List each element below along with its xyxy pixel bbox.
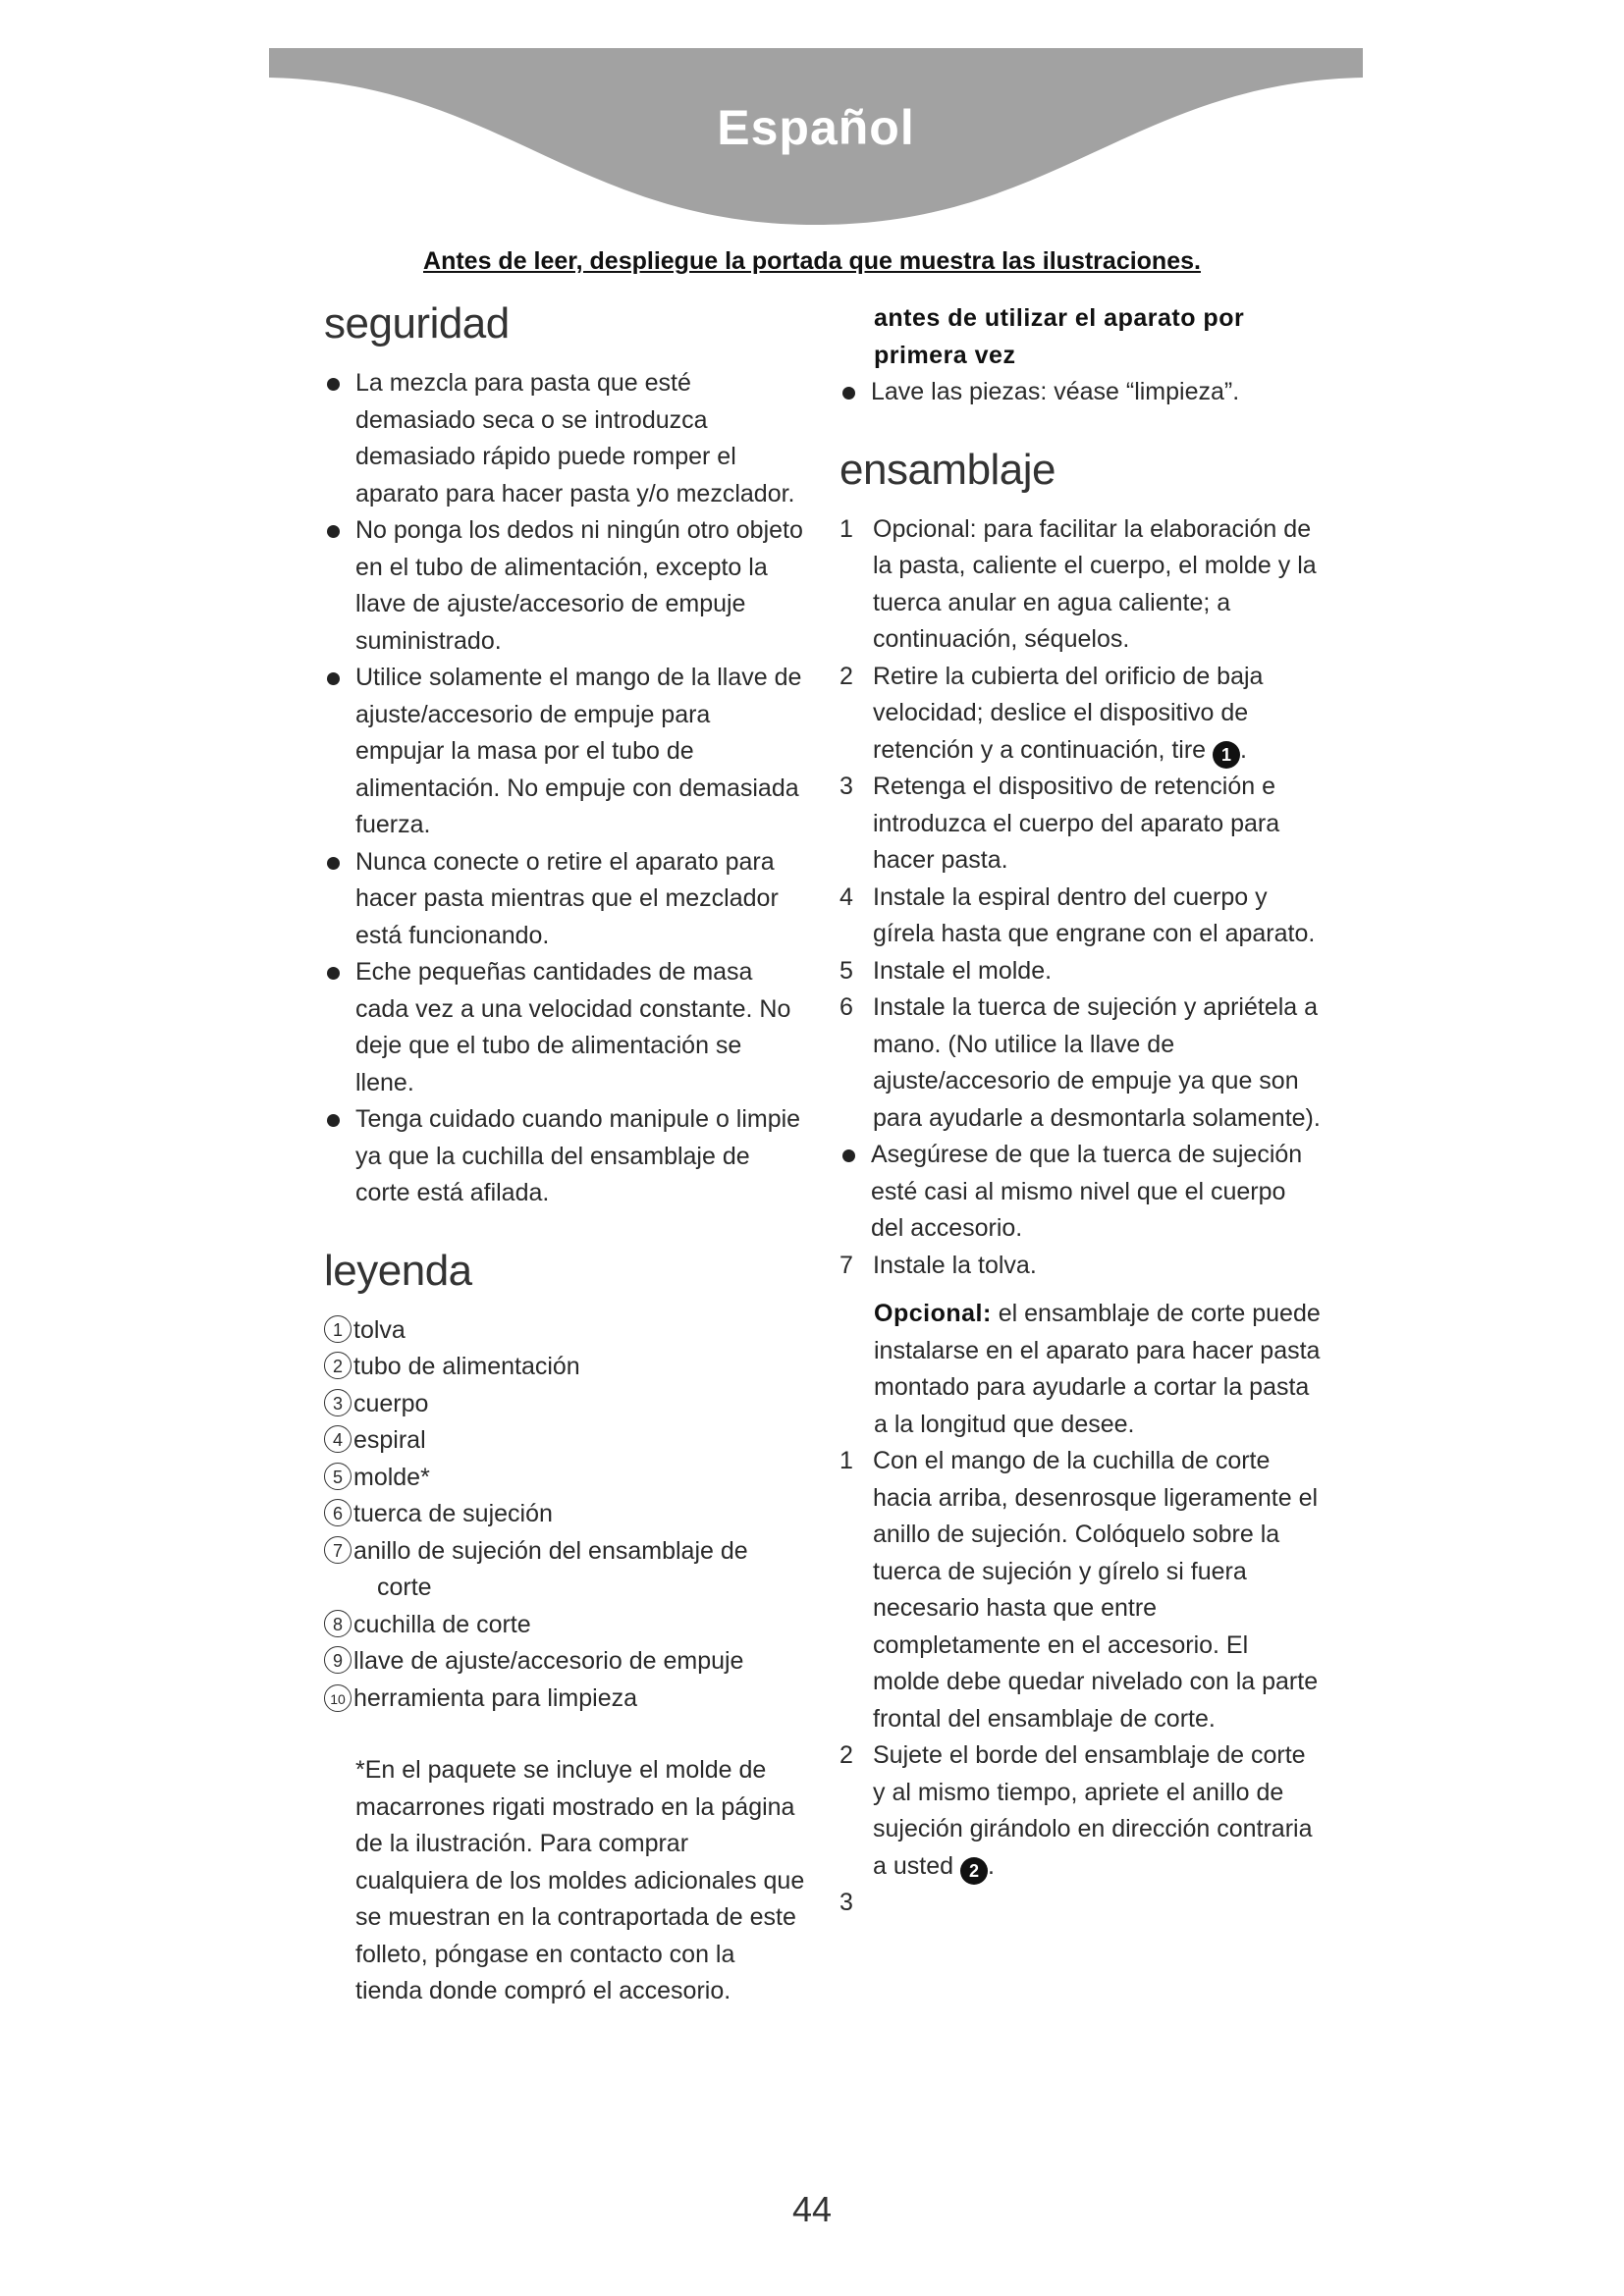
language-banner — [269, 48, 1363, 231]
legend-item — [324, 1422, 805, 1460]
circled-number: 7 — [324, 1536, 352, 1564]
legend-text: tubo de alimentación — [353, 1353, 580, 1380]
step-text: Sujete el borde del ensamblaje de corte y al mismo tiempo, apriete el anillo de sujeción girándolo en dirección contraria a usted — [873, 1741, 1313, 1880]
legend-item — [324, 1533, 805, 1607]
safety-item: Nunca conecte o retire el aparato para hacer pasta mientras que el mezclador está funcionando. — [324, 844, 805, 955]
page-title: Español — [717, 100, 915, 155]
legend-item — [324, 1312, 805, 1350]
optional-step — [839, 1443, 1321, 1737]
figure-ref-badge: 2 — [960, 1857, 988, 1885]
assembly-step — [839, 953, 1321, 990]
circled-number: 1 — [324, 1315, 352, 1343]
step-number: 4 — [839, 882, 853, 911]
step-text-end: . — [987, 1851, 995, 1880]
step-text: Instale la tuerca de sujeción y apriétela a mano. (No utilice la llave de ajuste/accesorio de empuje ya que son para ayudarle a desmontarla solamente). — [873, 993, 1321, 1132]
step-text: Con el mango de la cuchilla de corte hacia arriba, desenrosque ligeramente el anillo de sujeción. Colóquelo sobre la tuerca de sujeción y gírelo si fuera necesario hasta que entre completamente en el accesorio. El molde debe quedar nivelado con la parte frontal del ensamblaje de corte. — [873, 1447, 1319, 1733]
assembly-step — [839, 769, 1321, 880]
step-text: Instale el molde. — [873, 956, 1053, 985]
antes-list — [839, 374, 1321, 411]
legend-text: anillo de sujeción del ensamblaje de corte — [353, 1536, 748, 1601]
optional-paragraph — [839, 1296, 1321, 1443]
legend-text: cuerpo — [353, 1389, 429, 1417]
left-column — [324, 294, 805, 2010]
legend-item — [324, 1681, 805, 1718]
legend-list — [324, 1312, 805, 1718]
step-text: Instale la tolva. — [873, 1251, 1037, 1279]
antes-heading: antes de utilizar el aparato por primera vez — [874, 304, 1245, 369]
circled-number: 5 — [324, 1463, 352, 1490]
assembly-bullet-list — [839, 1137, 1321, 1248]
legend-item — [324, 1496, 805, 1533]
safety-item: La mezcla para pasta que esté demasiado seca o se introduzca demasiado rápido puede romper el aparato para hacer pasta y/o mezclador. — [324, 365, 805, 512]
circled-number: 6 — [324, 1499, 352, 1526]
legend-text: cuchilla de corte — [353, 1610, 531, 1638]
optional-text: el ensamblaje de corte puede instalarse en el aparato para hacer pasta montado para ayudarle a cortar la pasta a la longitud que desee. — [874, 1300, 1321, 1438]
step-number: 3 — [839, 1889, 853, 1916]
step-number: 1 — [839, 514, 853, 543]
optional-steps — [839, 1443, 1321, 1922]
legend-item — [324, 1349, 805, 1386]
assembly-step — [839, 511, 1321, 659]
safety-item: Eche pequeñas cantidades de masa cada vez a una velocidad constante. No deje que el tubo de alimentación se llene. — [324, 954, 805, 1101]
legend-item — [324, 1607, 805, 1644]
legend-text: llave de ajuste/accesorio de empuje — [353, 1647, 744, 1675]
step-number: 7 — [839, 1251, 853, 1279]
right-column — [839, 294, 1321, 1922]
legend-text: herramienta para limpieza — [353, 1683, 638, 1712]
page-number: 44 — [791, 2189, 833, 2229]
assembly-step — [839, 1248, 1321, 1285]
step-number: 5 — [839, 956, 853, 985]
circled-number: 4 — [324, 1425, 352, 1453]
figure-ref-badge: 1 — [1213, 741, 1240, 769]
step-number: 3 — [839, 773, 853, 800]
safety-item: Utilice solamente el mango de la llave de ajuste/accesorio de empuje para empujar la masa por el tubo de alimentación. No empuje con demasiada fuerza. — [324, 660, 805, 844]
optional-label: Opcional: — [874, 1300, 992, 1327]
step-text: Opcional: para facilitar la elaboración de la pasta, caliente el cuerpo, el molde y la tuerca anular en agua caliente; a continuación, séquelos. — [873, 514, 1317, 653]
assembly-step — [839, 989, 1321, 1137]
safety-item: Tenga cuidado cuando manipule o limpie ya que la cuchilla del ensamblaje de corte está afilada. — [324, 1101, 805, 1212]
legend-footnote: *En el paquete se incluye el molde de macarrones rigati mostrado en la página de la ilustración. Para comprar cualquiera de los moldes adicionales que se muestran en la contraportada de este folleto, póngase en contacto con la tienda donde compró el accesorio. — [355, 1756, 805, 2004]
assembly-bullet: Asegúrese de que la tuerca de sujeción esté casi al mismo nivel que el cuerpo del accesorio. — [839, 1137, 1321, 1248]
intro-instruction: Antes de leer, despliegue la portada que muestra las ilustraciones. — [423, 247, 1201, 275]
assembly-steps — [839, 511, 1321, 1138]
circled-number: 3 — [324, 1389, 352, 1416]
step-text: Retire la cubierta del orificio de baja velocidad; deslice el dispositivo de retención y a continuación, tire — [873, 662, 1264, 764]
legend-text: tolva — [353, 1315, 406, 1344]
optional-step — [839, 1737, 1321, 1885]
seguridad-heading: seguridad — [324, 299, 510, 347]
leyenda-heading: leyenda — [324, 1246, 472, 1295]
safety-item: No ponga los dedos ni ningún otro objeto en el tubo de alimentación, excepto la llave de ajuste/accesorio de empuje suministrado. — [324, 512, 805, 660]
ensamblaje-heading: ensamblaje — [839, 445, 1056, 494]
legend-item — [324, 1460, 805, 1497]
assembly-step-7 — [839, 1248, 1321, 1285]
legend-text: molde* — [353, 1463, 430, 1491]
step-number: 2 — [839, 662, 853, 690]
circled-number: 10 — [324, 1684, 352, 1712]
legend-text: espiral — [353, 1426, 426, 1454]
safety-list — [324, 365, 805, 1212]
step-text-end: . — [1240, 735, 1247, 764]
step-text: Instale la espiral dentro del cuerpo y gírela hasta que engrane con el aparato. — [873, 882, 1316, 947]
step-number: 1 — [839, 1447, 853, 1474]
circled-number: 9 — [324, 1646, 352, 1674]
circled-number: 2 — [324, 1352, 352, 1379]
optional-step — [839, 1885, 1321, 1922]
legend-item — [324, 1643, 805, 1681]
assembly-step — [839, 659, 1321, 770]
step-number: 2 — [839, 1741, 853, 1769]
circled-number: 8 — [324, 1610, 352, 1637]
legend-item — [324, 1386, 805, 1423]
step-text: Retenga el dispositivo de retención e introduzca el cuerpo del aparato para hacer pasta. — [873, 773, 1280, 874]
antes-item: Lave las piezas: véase “limpieza”. — [839, 374, 1321, 411]
step-number: 6 — [839, 993, 853, 1021]
legend-text: tuerca de sujeción — [353, 1500, 553, 1527]
assembly-step — [839, 880, 1321, 953]
